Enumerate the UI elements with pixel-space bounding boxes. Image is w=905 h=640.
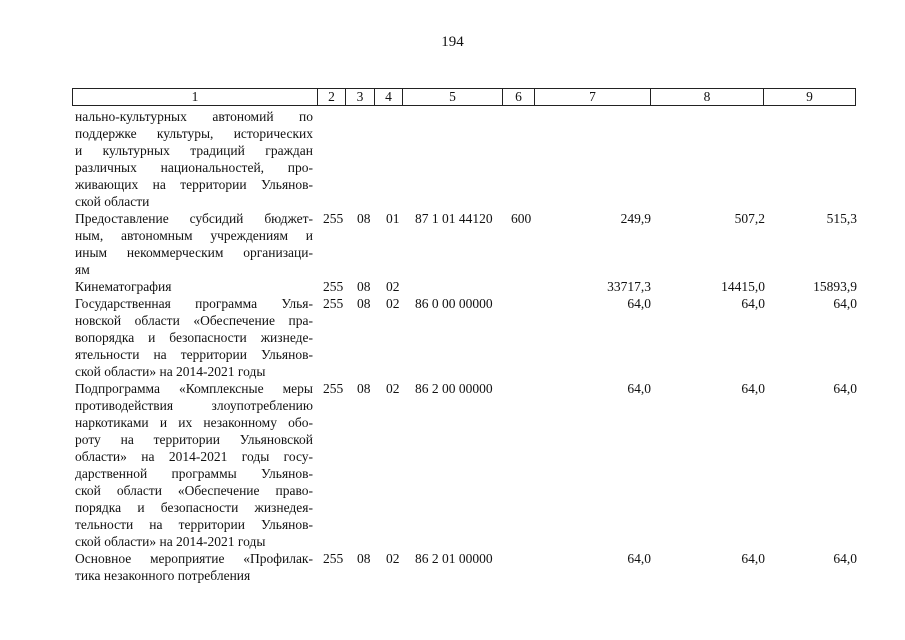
column-header-table bbox=[72, 88, 856, 106]
column-header: 7 bbox=[535, 89, 651, 106]
row-name bbox=[75, 210, 313, 278]
cell-c2: 255 bbox=[323, 279, 344, 294]
cell-c8: 64,0 bbox=[741, 296, 765, 311]
cell-c7: 33717,3 bbox=[607, 279, 651, 294]
column-header: 5 bbox=[403, 89, 503, 106]
row-name-line: и культурных традиций граждан bbox=[75, 143, 313, 158]
cell-c4: 02 bbox=[386, 279, 400, 294]
cell-c3: 08 bbox=[357, 279, 371, 294]
cell-c6: 600 bbox=[511, 211, 532, 226]
cell-c3: 08 bbox=[357, 381, 371, 396]
cell-c5: 86 2 00 00000 bbox=[415, 381, 493, 396]
row-name-line: дарственной программы Ульянов- bbox=[75, 466, 313, 481]
column-header: 1 bbox=[73, 89, 318, 106]
cell-c5: 87 1 01 44120 bbox=[415, 211, 493, 226]
cell-c3: 08 bbox=[357, 296, 371, 311]
cell-c7: 249,9 bbox=[620, 211, 651, 226]
cell-c2: 255 bbox=[323, 551, 344, 566]
row-name-line: тельности на территории Ульянов- bbox=[75, 517, 313, 532]
row-name-line: ям bbox=[75, 262, 90, 277]
cell-c9: 15893,9 bbox=[813, 279, 857, 294]
cell-c2: 255 bbox=[323, 211, 344, 226]
row-name-line: вопорядка и безопасности жизнеде- bbox=[75, 330, 313, 345]
row-name-line: тика незаконного потребления bbox=[75, 568, 251, 583]
row-name-line: ской области «Обеспечение право- bbox=[75, 483, 313, 498]
cell-c9: 515,3 bbox=[826, 211, 857, 226]
row-name-line: ятельности на территории Ульянов- bbox=[75, 347, 313, 362]
row-name bbox=[75, 295, 313, 380]
row-name-line: наркотиками и их незаконному обо- bbox=[75, 415, 313, 430]
cell-c2: 255 bbox=[323, 296, 344, 311]
table-row bbox=[0, 295, 905, 380]
row-name-line: противодействия злоупотреблению bbox=[75, 398, 313, 413]
row-name-line: ской области» на 2014-2021 годы bbox=[75, 364, 266, 379]
cell-c4: 01 bbox=[386, 211, 400, 226]
row-name bbox=[75, 278, 313, 295]
row-name bbox=[75, 108, 313, 210]
row-name-line: иным некоммерческим организаци- bbox=[75, 245, 313, 260]
row-name-line: области» на 2014-2021 годы госу- bbox=[75, 449, 313, 464]
column-header: 9 bbox=[764, 89, 856, 106]
cell-c3: 08 bbox=[357, 211, 371, 226]
cell-c2: 255 bbox=[323, 381, 344, 396]
row-name-line: роту на территории Ульяновской bbox=[75, 432, 313, 447]
row-name-line: ным, автономным учреждениям и bbox=[75, 228, 313, 243]
row-name-line: различных национальностей, про- bbox=[75, 160, 313, 175]
cell-c8: 64,0 bbox=[741, 381, 765, 396]
row-name-line: порядка и безопасности жизнедея- bbox=[75, 500, 313, 515]
row-name-line: поддержке культуры, исторических bbox=[75, 126, 313, 141]
table-row bbox=[0, 108, 905, 210]
table-body bbox=[0, 108, 905, 584]
row-name-line: нально-культурных автономий по bbox=[75, 109, 313, 124]
column-header: 8 bbox=[651, 89, 764, 106]
row-name-line: Кинематография bbox=[75, 279, 172, 294]
table-row bbox=[0, 210, 905, 278]
table-row bbox=[0, 380, 905, 550]
cell-c8: 64,0 bbox=[741, 551, 765, 566]
row-name-line: Государственная программа Улья- bbox=[75, 296, 313, 311]
cell-c4: 02 bbox=[386, 381, 400, 396]
cell-c5: 86 0 00 00000 bbox=[415, 296, 493, 311]
cell-c8: 507,2 bbox=[734, 211, 765, 226]
column-header: 6 bbox=[503, 89, 535, 106]
table-row bbox=[0, 550, 905, 584]
cell-c7: 64,0 bbox=[627, 551, 651, 566]
table-row bbox=[0, 278, 905, 295]
cell-c9: 64,0 bbox=[833, 296, 857, 311]
row-name-line: живающих на территории Ульянов- bbox=[75, 177, 313, 192]
cell-c4: 02 bbox=[386, 296, 400, 311]
cell-c9: 64,0 bbox=[833, 551, 857, 566]
row-name bbox=[75, 550, 313, 584]
cell-c7: 64,0 bbox=[627, 381, 651, 396]
cell-c4: 02 bbox=[386, 551, 400, 566]
cell-c7: 64,0 bbox=[627, 296, 651, 311]
column-header: 4 bbox=[375, 89, 403, 106]
cell-c3: 08 bbox=[357, 551, 371, 566]
row-name-line: Основное мероприятие «Профилак- bbox=[75, 551, 313, 566]
cell-c9: 64,0 bbox=[833, 381, 857, 396]
column-header-row bbox=[73, 89, 856, 106]
row-name-line: Предоставление субсидий бюджет- bbox=[75, 211, 313, 226]
row-name-line: новской области «Обеспечение пра- bbox=[75, 313, 313, 328]
column-header: 2 bbox=[318, 89, 346, 106]
row-name bbox=[75, 380, 313, 550]
row-name-line: ской области» на 2014-2021 годы bbox=[75, 534, 266, 549]
column-header: 3 bbox=[346, 89, 375, 106]
cell-c8: 14415,0 bbox=[721, 279, 765, 294]
page-number: 194 bbox=[441, 34, 464, 50]
row-name-line: Подпрограмма «Комплексные меры bbox=[75, 381, 313, 396]
row-name-line: ской области bbox=[75, 194, 150, 209]
cell-c5: 86 2 01 00000 bbox=[415, 551, 493, 566]
